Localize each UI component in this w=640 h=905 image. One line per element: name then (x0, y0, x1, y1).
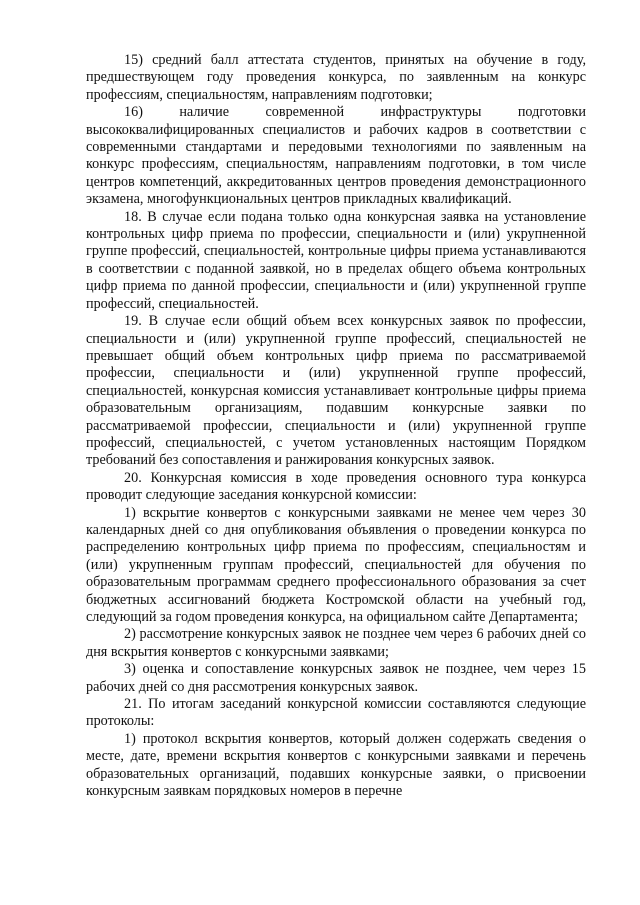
paragraph-clause-20: 20. Конкурсная комиссия в ходе проведения основного тура конкурса проводит следующие заседания конкурсной комиссии: (86, 469, 586, 504)
paragraph-clause-20-item-1: 1) вскрытие конвертов с конкурсными заявками не менее чем через 30 календарных дней со дня опубликования объявления о проведении конкурса по распределению контрольных цифр приема по профессиям, специальностям и (или) укрупненным группам профессий, специальностей для обучения по образовательным программам среднего профессионального образования за счет бюджетных ассигнований бюджета Костромской области на учебный год, следующий за годом проведения конкурса, на официальном сайте Департамента; (86, 504, 586, 625)
paragraph-clause-18: 18. В случае если подана только одна конкурсная заявка на установление контрольных цифр приема по профессии, специальности и (или) укрупненной группе профессий, специальностей, контрольные цифры приема устанавливаются в соответствии с поданной заявкой, но в пределах общего объема контрольных цифр приема по данной профессии, специальности и (или) укрупненной группе профессий, специальностей. (86, 208, 586, 312)
paragraph-clause-21-item-1: 1) протокол вскрытия конвертов, который должен содержать сведения о месте, дате, времени вскрытия конвертов с конкурсными заявками и перечень образовательных организаций, подавших конкурсные заявки, о присвоении конкурсным заявкам порядковых номеров в перечне (86, 730, 586, 800)
paragraph-clause-21: 21. По итогам заседаний конкурсной комиссии составляются следующие протоколы: (86, 696, 586, 730)
paragraph-item-15: 15) средний балл аттестата студентов, принятых на обучение в году, предшествующем году проведения конкурса, по заявленным на конкурс профессиям, специальностям, направлениям подготовки; (86, 52, 586, 103)
paragraph-item-16: 16) наличие современной инфраструктуры подготовки высококвалифицированных специалистов и рабочих кадров в соответствии с современными стандартами и передовыми технологиями по заявленным на конкурс профессиям, специальностям, направлениям подготовки, в том числе центров компетенций, аккредитованных центров проведения демонстрационного экзамена, многофункциональных центров прикладных квалификаций. (86, 104, 586, 208)
paragraph-clause-20-item-2: 2) рассмотрение конкурсных заявок не позднее чем через 6 рабочих дней со дня вскрытия конвертов с конкурсными заявками; (86, 626, 586, 660)
paragraph-clause-20-item-3: 3) оценка и сопоставление конкурсных заявок не позднее, чем через 15 рабочих дней со дня рассмотрения конкурсных заявок. (86, 661, 586, 695)
paragraph-clause-19: 19. В случае если общий объем всех конкурсных заявок по профессии, специальности и (или) укрупненной группе профессий, специальностей не превышает общий объем контрольных цифр приема по рассматриваемой профессии, специальности и (или) укрупненной группе профессий, специальностей, конкурсная комиссия устанавливает контрольные цифры приема образовательным организациям, подавшим конкурсные заявки по рассматриваемой профессии, специальности и (или) укрупненной группе профессий, специальностей, с учетом установленных настоящим Порядком требований без сопоставления и ранжирования конкурсных заявок. (86, 313, 586, 469)
document-page (86, 52, 586, 800)
